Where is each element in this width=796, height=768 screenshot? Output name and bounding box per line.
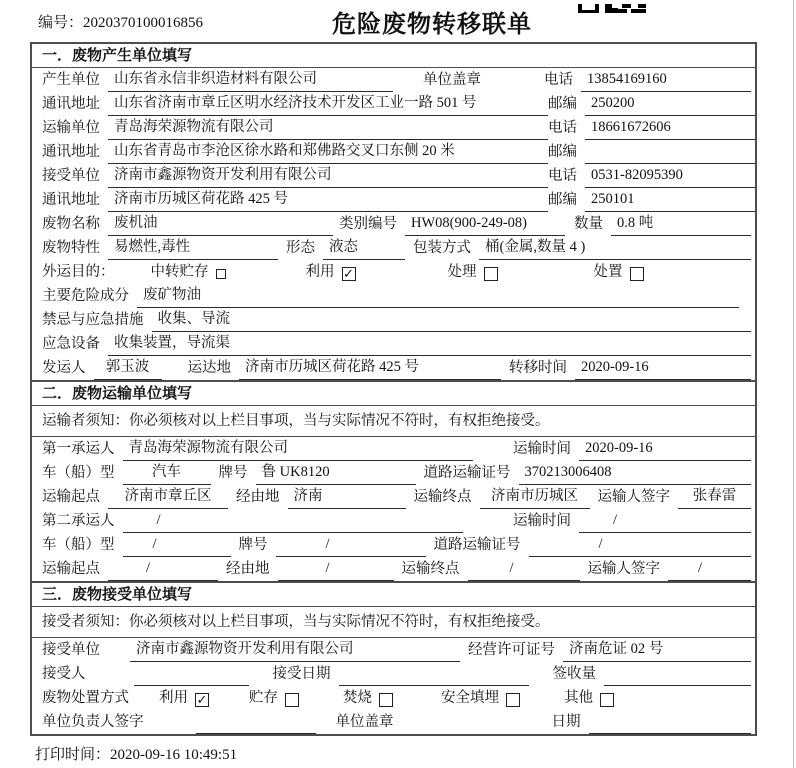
row-first-carrier: [32, 437, 755, 461]
disposal-utilize-label: 利用: [159, 690, 188, 706]
origin2-label: 运输起点: [42, 561, 100, 577]
road-permit1-value: 370213006408: [519, 463, 752, 485]
date3-label: 日期: [551, 714, 581, 730]
disposal-utilize-checkbox: ✓: [196, 692, 208, 707]
disposal-incinerate-label: 焚烧: [343, 690, 372, 706]
row-route1: [32, 485, 755, 509]
row-hazard-components: [32, 284, 755, 308]
origin1-value: 济南市章丘区: [108, 487, 228, 509]
producer-value: 山东省永信非织造材料有限公司: [108, 70, 393, 92]
phone3-value: 0531-82095390: [585, 166, 755, 188]
phone2-label: 电话: [548, 120, 577, 136]
signed-amount-label: 签收量: [552, 666, 596, 682]
serial-value: 2020370100016856: [83, 15, 204, 31]
zip3-value: 250101: [585, 190, 755, 212]
disposal-incinerate-checkbox: [379, 693, 393, 707]
addr1-value: 山东省济南市章丘区明水经济技术开发区工业一路 501 号: [108, 94, 548, 116]
terminus2-value: /: [468, 559, 580, 581]
origin2-value: /: [108, 559, 218, 581]
vehicle2-type-value: /: [123, 535, 231, 557]
addr2-label: 通讯地址: [42, 144, 100, 160]
zip2-label: 邮编: [548, 144, 577, 160]
row-receiver-address: [32, 188, 755, 212]
transporter-notice: 运输者须知：你必须核对以上栏目事项，当与实际情况不符时，有权拒绝接受。: [32, 406, 755, 437]
disposal-storage-label: 贮存: [249, 690, 278, 706]
waste-name-label: 废物名称: [42, 216, 100, 232]
addr1-label: 通讯地址: [42, 96, 100, 112]
disposal-other-checkbox: [600, 693, 614, 707]
row-vehicle1: [32, 461, 755, 485]
via2-value: /: [278, 559, 394, 581]
packing-label: 包装方式: [413, 240, 471, 256]
via2-label: 经由地: [226, 561, 270, 577]
form-label: 形态: [286, 240, 315, 256]
taboo-value: 收集、导流: [152, 310, 752, 332]
row-waste-name: [32, 212, 755, 236]
license-value: 济南危证 02 号: [563, 640, 751, 662]
section1-heading: 一．废物产生单位填写: [32, 44, 755, 68]
addr3-label: 通讯地址: [42, 192, 100, 208]
form-value: 液态: [323, 238, 405, 260]
carrier-signature1-label: 运输人签字: [597, 489, 670, 505]
transport-time2-value: /: [579, 511, 751, 533]
disposal-method-label: 废物处置方式: [42, 690, 129, 706]
disposal-storage-checkbox: [285, 693, 299, 707]
receive-date-value: [339, 683, 529, 686]
print-time: [35, 743, 237, 764]
receiver-person-label: 接受人: [42, 666, 86, 682]
row-taboo-measures: [32, 308, 755, 332]
plate2-value: /: [276, 535, 426, 557]
row-transporter-address: [32, 140, 755, 164]
manifest-form: [30, 42, 757, 736]
packing-value: 桶(金属,数量 4 ): [479, 238, 751, 260]
shipper-value: 郭玉波: [94, 358, 162, 380]
chief-signature-label: 单位负责人签字: [42, 714, 144, 730]
terminus1-label: 运输终点: [413, 489, 472, 505]
terminus1-value: 济南市历城区: [480, 487, 590, 509]
phone1-label: 电话: [544, 72, 573, 88]
section-producer: [32, 44, 755, 380]
purpose-dispose-checkbox: [630, 267, 644, 281]
plate2-label: 牌号: [238, 537, 268, 553]
disposal-other-label: 其他: [564, 690, 593, 706]
receiving-unit-label: 接受单位: [42, 642, 100, 658]
waste-name-value: 废机油: [108, 214, 333, 236]
print-time-value: 2020-09-16 10:49:51: [110, 747, 238, 763]
row-chief-signature: [32, 710, 755, 734]
zip2-value: [585, 161, 755, 164]
road-permit2-value: /: [529, 535, 752, 557]
transport-time2-label: 运输时间: [513, 513, 571, 529]
transfer-time-label: 转移时间: [509, 360, 567, 376]
purpose-dispose-label: 处置: [593, 264, 623, 280]
trans-label: 运输单位: [42, 120, 100, 136]
via1-label: 经由地: [236, 489, 280, 505]
plate1-label: 牌号: [218, 465, 248, 481]
purpose-treat-checkbox: [484, 267, 498, 281]
taboo-label: 禁忌与应急措施: [42, 312, 144, 328]
row-second-carrier: [32, 509, 755, 533]
row-waste-characteristics: [32, 236, 755, 260]
transport-time1-value: 2020-09-16: [579, 439, 751, 461]
row-receiver-person: [32, 662, 755, 686]
row-shipper: [32, 356, 755, 380]
equipment-label: 应急设备: [42, 336, 100, 352]
first-carrier-value: 青岛海荣源物流有限公司: [123, 439, 473, 461]
origin1-label: 运输起点: [42, 489, 100, 505]
phone1-value: 13854169160: [581, 70, 751, 92]
disposal-landfill-checkbox: [506, 693, 520, 707]
disposal-landfill-label: 安全填埋: [441, 690, 499, 706]
purpose-utilize-checkbox: ✓: [343, 266, 354, 281]
trans-value: 青岛海荣源物流有限公司: [108, 118, 548, 140]
zip1-label: 邮编: [548, 96, 577, 112]
row-disposal-method: [32, 686, 755, 710]
section-receiver: [32, 581, 755, 734]
row-transfer-purpose: [32, 260, 755, 284]
road-permit2-label: 道路运输证号: [433, 537, 521, 553]
carrier-signature2-label: 运输人签字: [587, 561, 660, 577]
category-value: HW08(900-249-08): [405, 214, 565, 236]
hazard-label: 主要危险成分: [42, 288, 129, 304]
destination-value: 济南市历城区荷花路 425 号: [239, 358, 501, 380]
shipper-label: 发运人: [42, 360, 86, 376]
row-receiver: [32, 164, 755, 188]
via1-value: 济南: [288, 487, 406, 509]
second-carrier-value: /: [123, 511, 463, 533]
producer-label: 产生单位: [42, 72, 100, 88]
equipment-value: 收集装置，导流渠: [108, 334, 751, 356]
zip3-label: 邮编: [548, 192, 577, 208]
second-carrier-label: 第二承运人: [42, 513, 115, 529]
characteristics-value: 易燃性,毒性: [108, 238, 278, 260]
row-receiving-unit: [32, 638, 755, 662]
row-vehicle2: [32, 533, 755, 557]
recv-label: 接受单位: [42, 168, 100, 184]
section2-heading: 二．废物运输单位填写: [32, 382, 755, 406]
addr3-value: 济南市历城区荷花路 425 号: [108, 190, 548, 212]
print-time-label: 打印时间：: [35, 747, 111, 763]
qr-code-fragment: [578, 0, 646, 18]
destination-label: 运达地: [187, 360, 231, 376]
vehicle2-type-label: 车（船）型: [42, 537, 115, 553]
purpose-treat-label: 处理: [447, 264, 477, 280]
section3-heading: 三．废物接受单位填写: [32, 583, 755, 607]
transfer-time-value: 2020-09-16: [575, 358, 751, 380]
row-producer-address: [32, 92, 755, 116]
purpose-label: 外运目的：: [42, 264, 115, 280]
date3-value: [589, 731, 752, 734]
row-route2: [32, 557, 755, 581]
carrier-signature2-value: /: [668, 559, 751, 581]
section-transporter: [32, 380, 755, 581]
receive-date-label: 接受日期: [272, 666, 331, 682]
phone2-value: 18661672606: [585, 118, 755, 140]
chief-signature-value: [196, 731, 316, 734]
purpose-transfer-storage-label: 中转贮存: [150, 264, 209, 280]
terminus2-label: 运输终点: [401, 561, 460, 577]
serial-number: [38, 11, 203, 32]
quantity-label: 数量: [574, 216, 603, 232]
serial-label: 编号：: [38, 15, 84, 31]
zip1-value: 250200: [585, 94, 755, 116]
first-carrier-label: 第一承运人: [42, 441, 115, 457]
addr2-value: 山东省青岛市李沧区徐水路和郑佛路交叉口东侧 20 米: [108, 142, 548, 164]
unit-seal3-label: 单位盖章: [335, 714, 394, 730]
receiver-notice: 接受者须知：你必须核对以上栏目事项，当与实际情况不符时，有权拒绝接受。: [32, 607, 755, 638]
purpose-utilize-label: 利用: [305, 264, 335, 280]
row-producer: [32, 68, 755, 92]
road-permit1-label: 道路运输证号: [423, 465, 511, 481]
unit-seal-label: 单位盖章: [423, 72, 481, 88]
page-right-edge: [793, 0, 794, 768]
row-emergency-equipment: [32, 332, 755, 356]
plate1-value: 鲁 UK8120: [256, 463, 416, 485]
receiver-person-value: [134, 683, 249, 686]
carrier-signature1-value: 张春雷: [678, 487, 751, 509]
characteristics-label: 废物特性: [42, 240, 100, 256]
row-transporter: [32, 116, 755, 140]
hazard-value: 废矿物油: [137, 286, 739, 308]
purpose-transfer-storage-checkbox: [216, 269, 226, 279]
phone3-label: 电话: [548, 168, 577, 184]
license-label: 经营许可证号: [468, 642, 555, 658]
signed-amount-value: [604, 683, 751, 686]
page-title: 危险废物转移联单: [332, 11, 532, 38]
vehicle1-type-value: 汽车: [123, 463, 211, 485]
recv-value: 济南市鑫源物资开发利用有限公司: [108, 166, 548, 188]
receiving-unit-value: 济南市鑫源物资开发利用有限公司: [130, 640, 460, 662]
quantity-value: 0.8 吨: [611, 214, 751, 236]
transport-time1-label: 运输时间: [513, 441, 571, 457]
vehicle1-type-label: 车（船）型: [42, 465, 115, 481]
category-label: 类别编号: [339, 216, 397, 232]
